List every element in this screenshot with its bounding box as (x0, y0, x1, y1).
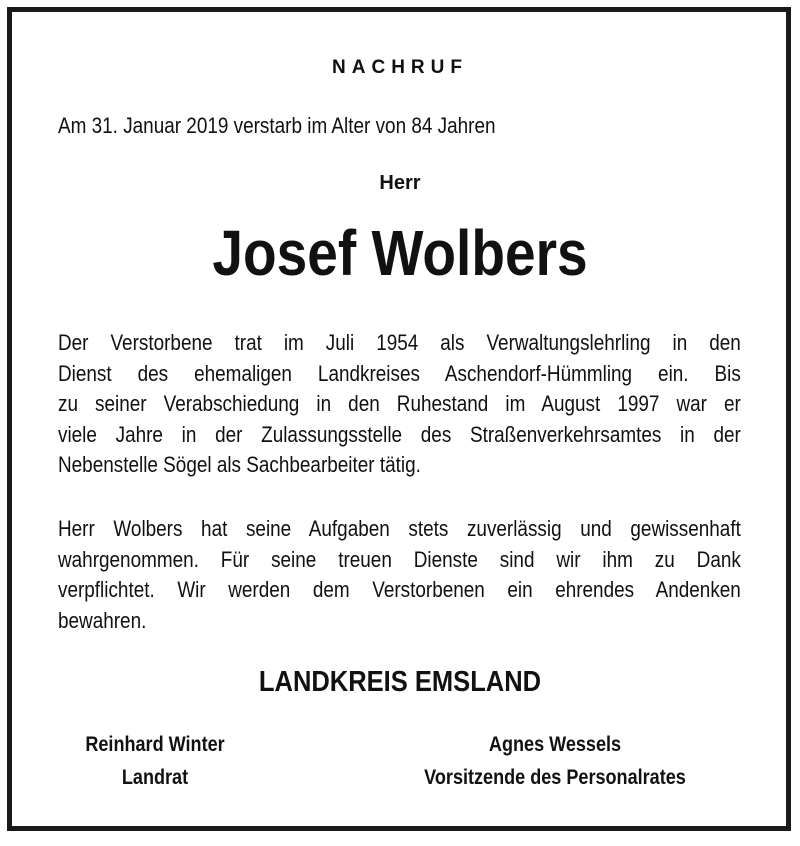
paragraph-line: Herr Wolbers hat seine Aufgaben stets zuverlässig und gewissenhaft (58, 516, 741, 541)
signatory-title: Landrat (121, 766, 189, 789)
intro-text: Am 31. Januar 2019 verstarb im Alter von 84 Jahren (58, 113, 496, 138)
signatory-name: Reinhard Winter (85, 733, 225, 756)
signatory-left (65, 728, 246, 794)
paragraph-line: viele Jahre in der Zulassungsstelle des Straßenverkehrsamtes in der (58, 421, 741, 447)
deceased-name: Josef Wolbers (212, 217, 588, 289)
paragraph-line: Dienst des ehemaligen Landkreises Aschendorf-Hümmling ein. Bis (58, 360, 741, 386)
paragraph-line: Der Verstorbene trat im Juli 1954 als Verwaltungslehrling in den (58, 330, 741, 355)
signatory-right (413, 728, 697, 794)
paragraph-line: Nebenstelle Sögel als Sachbearbeiter tätig. (58, 452, 421, 477)
paragraph-line: bewahren. (58, 607, 147, 633)
organization-name: LANDKREIS EMSLAND (258, 666, 542, 698)
notice-heading: NACHRUF (332, 57, 468, 78)
paragraph-line: zu seiner Verabschiedung in den Ruhestand im August 1997 war er (58, 391, 741, 416)
paragraph-line: wahrgenommen. Für seine treuen Dienste sind wir ihm zu Dank (58, 546, 741, 572)
paragraph-career (58, 328, 741, 481)
signatory-name: Agnes Wessels (488, 733, 622, 756)
signatory-title: Vorsitzende des Personalrates (424, 766, 686, 789)
salutation: Herr (379, 172, 421, 194)
paragraph-tribute (58, 514, 741, 636)
paragraph-line: verpflichtet. Wir werden dem Verstorbenen ein ehrendes Andenken (58, 577, 741, 602)
